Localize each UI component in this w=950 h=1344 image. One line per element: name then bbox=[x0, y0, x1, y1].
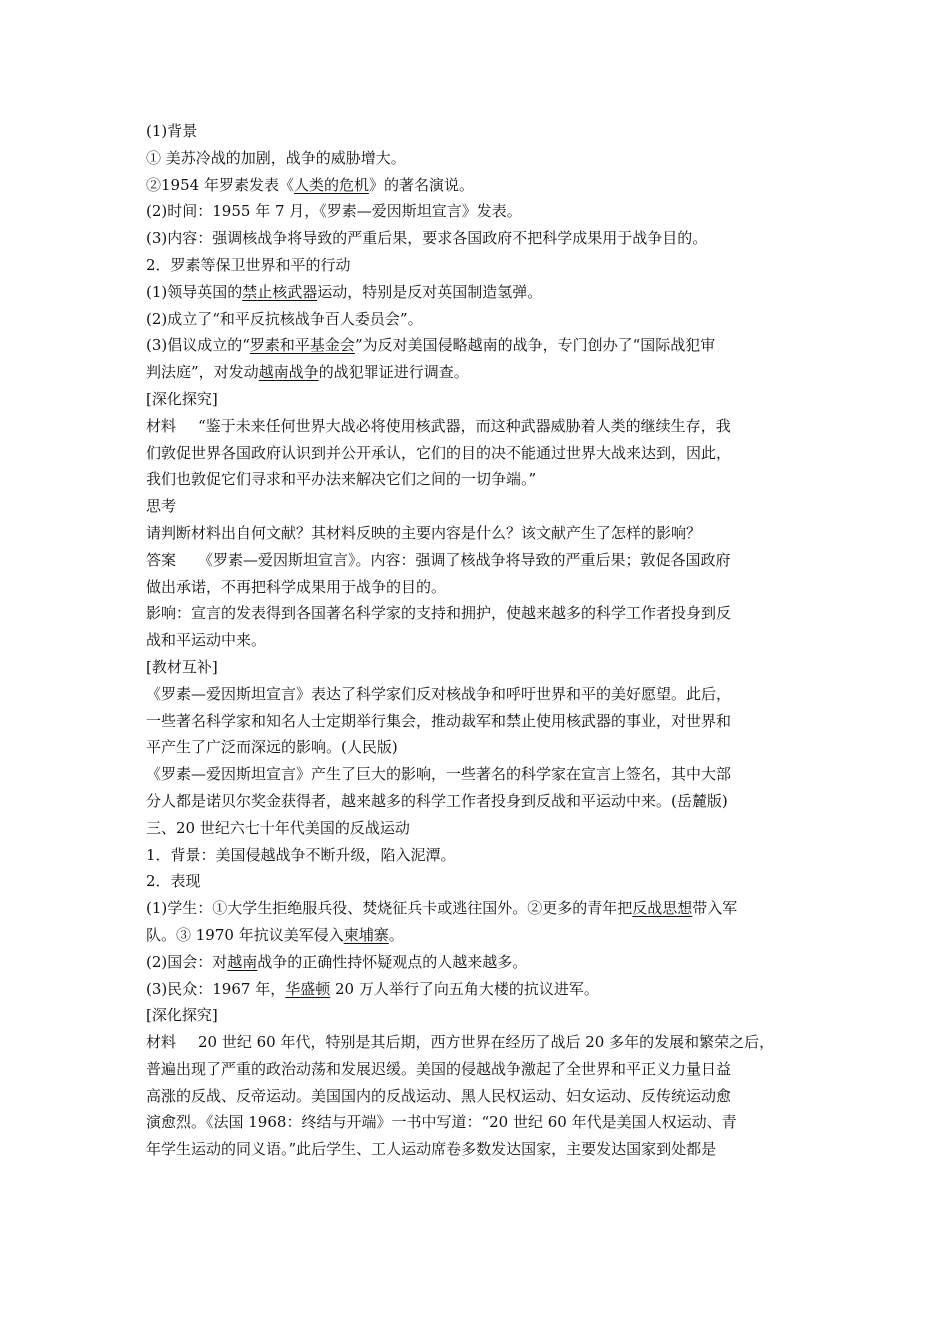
text-line bbox=[146, 252, 810, 279]
section-heading: 2．罗素等保卫世界和平的行动 bbox=[146, 255, 351, 274]
text-line bbox=[146, 225, 810, 252]
paragraph: 带入军 bbox=[692, 899, 738, 918]
paragraph: 高涨的反战、反帝运动。美国国内的反战运动、黑人民权运动、妇女运动、反传统运动愈 bbox=[146, 1086, 732, 1105]
paragraph: 一些著名科学家和知名人士定期举行集会，推动裁军和禁止使用核武器的事业，对世界和 bbox=[146, 711, 732, 730]
text-line bbox=[146, 520, 810, 547]
paragraph: 我们也敦促它们寻求和平办法来解决它们之间的一切争端。” bbox=[146, 470, 537, 489]
material-label: 材料 bbox=[146, 416, 177, 435]
paragraph: 》的著名演说。 bbox=[368, 175, 474, 194]
text-line bbox=[146, 681, 810, 708]
paragraph: (2)国会：对 bbox=[146, 952, 228, 971]
text-line bbox=[146, 1136, 810, 1163]
underlined-term: 罗素和平基金会 bbox=[249, 336, 355, 355]
section-tag: [教材互补] bbox=[146, 657, 218, 676]
question: 请判断材料出自何文献？其材料反映的主要内容是什么？该文献产生了怎样的影响？ bbox=[146, 523, 702, 542]
text-line bbox=[146, 547, 810, 574]
section-tag: [深化探究] bbox=[146, 389, 218, 408]
think-label: 思考 bbox=[146, 497, 177, 516]
text-line bbox=[146, 654, 810, 681]
paragraph: 演愈烈。《法国 1968：终结与开端》一书中写道：“20 世纪 60 年代是美国人权运动、青 bbox=[146, 1113, 737, 1132]
underlined-term: 禁止核武器 bbox=[242, 282, 318, 301]
underlined-term: 越南 bbox=[227, 952, 258, 971]
paragraph: 影响：宣言的发表得到各国著名科学家的支持和拥护，使越来越多的科学工作者投身到反 bbox=[146, 604, 732, 623]
text-line bbox=[146, 1002, 810, 1029]
text-line bbox=[146, 761, 810, 788]
text-line bbox=[146, 922, 810, 949]
paragraph: ②1954 年罗素发表《 bbox=[146, 175, 294, 194]
section-heading: 三、20 世纪六七十年代美国的反战运动 bbox=[146, 818, 410, 837]
paragraph: 战和平运动中来。 bbox=[146, 631, 267, 650]
text-line bbox=[146, 600, 810, 627]
heading-background: (1)背景 bbox=[146, 122, 198, 140]
paragraph: 做出承诺，不再把科学成果用于战争的目的。 bbox=[146, 577, 447, 596]
paragraph: 运动，特别是反对英国制造氢弹。 bbox=[317, 282, 543, 301]
paragraph: 。 bbox=[388, 925, 404, 944]
text-line bbox=[146, 493, 810, 520]
paragraph: 《罗素—爱因斯坦宣言》表达了科学家们反对核战争和呼吁世界和平的美好愿望。此后， bbox=[146, 684, 732, 703]
text-line bbox=[146, 172, 810, 199]
paragraph: 判法庭”，对发动 bbox=[146, 363, 259, 382]
section-tag: [深化探究] bbox=[146, 1006, 218, 1025]
paragraph: ”为反对美国侵略越南的战争，专门创办了“国际战犯审 bbox=[354, 336, 716, 355]
text-line bbox=[146, 708, 810, 735]
underlined-term: 华盛顿 bbox=[285, 979, 331, 998]
paragraph: 们敦促世界各国政府认识到并公开承认，它们的目的决不能通过世界大战来达到，因此， bbox=[146, 443, 732, 462]
paragraph: 20 世纪 60 年代，特别是其后期，西方世界在经历了战后 20 多年的发展和繁荣之后， bbox=[198, 1033, 775, 1052]
text-line bbox=[146, 413, 810, 440]
paragraph: 年学生运动的同义语。”此后学生、工人运动席卷多数发达国家，主要发达国家到处都是 bbox=[146, 1140, 717, 1159]
text-line bbox=[146, 466, 810, 493]
text-line bbox=[146, 788, 810, 815]
text-line bbox=[146, 279, 810, 306]
paragraph: “鉴于未来任何世界大战必将使用核武器，而这种武器威胁着人类的继续生存，我 bbox=[198, 416, 731, 435]
paragraph: 普遍出现了严重的政治动荡和发展迟缓。美国的侵越战争激起了全世界和平正义力量日益 bbox=[146, 1059, 732, 1078]
paragraph: ① 美苏冷战的加剧，战争的威胁增大。 bbox=[146, 148, 406, 167]
text-line bbox=[146, 976, 810, 1003]
text-line bbox=[146, 118, 810, 145]
text-line bbox=[146, 198, 810, 225]
underlined-term: 人类的危机 bbox=[293, 175, 369, 194]
paragraph: 《罗素—爱因斯坦宣言》产生了巨大的影响，一些著名的科学家在宣言上签名，其中大部 bbox=[146, 765, 732, 784]
paragraph: (2)成立了“和平反抗核战争百人委员会”。 bbox=[146, 309, 423, 328]
paragraph: 1．背景：美国侵越战争不断升级，陷入泥潭。 bbox=[146, 845, 456, 864]
text-line bbox=[146, 306, 810, 333]
text-line bbox=[146, 359, 810, 386]
paragraph: (1)学生：①大学生拒绝服兵役、焚烧征兵卡或逃往国外。②更多的青年把 bbox=[146, 899, 633, 918]
paragraph: (3)民众：1967 年， bbox=[146, 979, 286, 998]
text-line bbox=[146, 815, 810, 842]
underlined-term: 越南战争 bbox=[258, 363, 319, 382]
underlined-term: 柬埔寨 bbox=[343, 925, 389, 944]
text-line bbox=[146, 1083, 810, 1110]
text-line bbox=[146, 1029, 810, 1056]
text-line bbox=[146, 386, 810, 413]
paragraph: 平产生了广泛而深远的影响。(人民版) bbox=[146, 738, 398, 757]
text-line bbox=[146, 949, 810, 976]
text-line bbox=[146, 895, 810, 922]
paragraph: 20 万人举行了向五角大楼的抗议进军。 bbox=[330, 979, 599, 998]
paragraph: 战争的正确性持怀疑观点的人越来越多。 bbox=[257, 952, 528, 971]
underlined-term: 反战思想 bbox=[632, 899, 693, 918]
paragraph: (2)时间：1955 年 7 月，《罗素—爱因斯坦宣言》发表。 bbox=[146, 202, 522, 221]
text-line bbox=[146, 145, 810, 172]
text-line bbox=[146, 574, 810, 601]
answer-label: 答案 bbox=[146, 550, 177, 569]
paragraph: 队。③ 1970 年抗议美军侵入 bbox=[146, 925, 344, 944]
text-line bbox=[146, 1056, 810, 1083]
paragraph: 《罗素—爱因斯坦宣言》。内容：强调了核战争将导致的严重后果；敦促各国政府 bbox=[198, 550, 731, 569]
paragraph: 的战犯罪证进行调查。 bbox=[318, 363, 469, 382]
subheading: 2．表现 bbox=[146, 872, 201, 891]
text-line bbox=[146, 842, 810, 869]
text-line bbox=[146, 734, 810, 761]
text-line bbox=[146, 332, 810, 359]
paragraph: (3)倡议成立的“ bbox=[146, 336, 250, 355]
document-page bbox=[146, 118, 810, 1163]
paragraph: (1)领导英国的 bbox=[146, 282, 243, 301]
paragraph: 分人都是诺贝尔奖金获得者，越来越多的科学工作者投身到反战和平运动中来。(岳麓版) bbox=[146, 791, 728, 810]
text-line bbox=[146, 1109, 810, 1136]
text-line bbox=[146, 868, 810, 895]
text-line bbox=[146, 627, 810, 654]
text-line bbox=[146, 440, 810, 467]
paragraph: (3)内容：强调核战争将导致的严重后果，要求各国政府不把科学成果用于战争目的。 bbox=[146, 229, 708, 248]
material-label: 材料 bbox=[146, 1033, 177, 1052]
